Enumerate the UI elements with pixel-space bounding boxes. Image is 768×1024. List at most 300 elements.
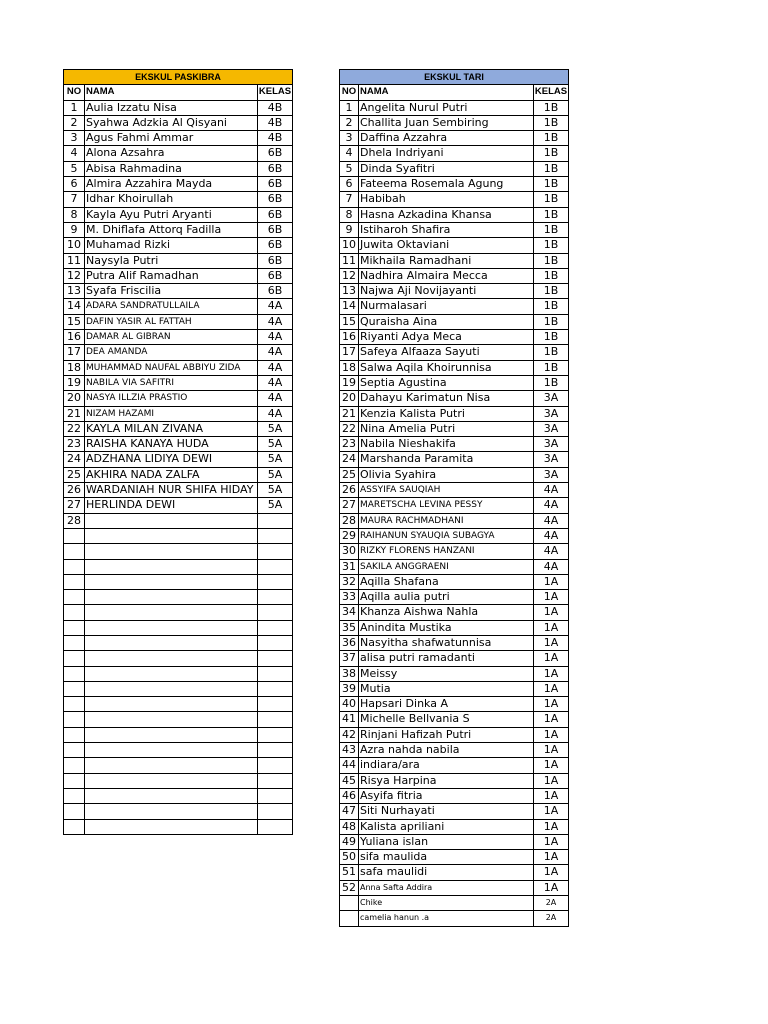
paskibra-cell-no: 25: [64, 468, 85, 483]
tari-cell-kelas: 1B: [534, 162, 569, 177]
tari-cell-no: 33: [340, 590, 359, 605]
tari-cell-no: 8: [340, 208, 359, 223]
paskibra-cell-kelas: 5A: [258, 452, 293, 467]
tari-cell-nama: Istiharoh Shafira: [359, 223, 534, 238]
tari-cell-kelas: 1B: [534, 146, 569, 161]
tari-cell-nama: Dinda Syafitri: [359, 162, 534, 177]
tari-cell-kelas: 3A: [534, 407, 569, 422]
paskibra-cell-kelas: [258, 636, 293, 651]
tari-cell-kelas: 1A: [534, 820, 569, 835]
tari-cell-kelas: 1A: [534, 728, 569, 743]
paskibra-cell-no: [64, 544, 85, 559]
paskibra-cell-kelas: 4A: [258, 407, 293, 422]
tari-cell-no: 21: [340, 407, 359, 422]
tari-cell-kelas: 3A: [534, 452, 569, 467]
paskibra-cell-no: 19: [64, 376, 85, 391]
tari-cell-nama: Nadhira Almaira Mecca: [359, 269, 534, 284]
tari-cell-nama: Habibah: [359, 192, 534, 207]
paskibra-cell-nama: Naysyla Putri: [85, 254, 258, 269]
tari-header-kelas: KELAS: [534, 85, 569, 100]
tari-cell-no: 47: [340, 804, 359, 819]
tari-cell-no: 7: [340, 192, 359, 207]
tari-cell-no: 46: [340, 789, 359, 804]
paskibra-cell-no: 23: [64, 437, 85, 452]
tari-cell-nama: Juwita Oktaviani: [359, 238, 534, 253]
tari-cell-nama: Chike: [359, 896, 534, 911]
tari-cell-nama: Asyifa fitria: [359, 789, 534, 804]
tari-cell-kelas: 1A: [534, 712, 569, 727]
paskibra-cell-nama: NIZAM HAZAMI: [85, 407, 258, 422]
tari-cell-no: 14: [340, 299, 359, 314]
paskibra-cell-kelas: 6B: [258, 269, 293, 284]
tari-cell-no: 49: [340, 835, 359, 850]
paskibra-cell-nama: Alona Azsahra: [85, 146, 258, 161]
paskibra-cell-nama: KAYLA MILAN ZIVANA: [85, 422, 258, 437]
paskibra-cell-kelas: [258, 774, 293, 789]
tari-cell-no: 5: [340, 162, 359, 177]
tari-cell-kelas: 1B: [534, 177, 569, 192]
tari-cell-nama: Mutia: [359, 682, 534, 697]
tari-cell-nama: Anindita Mustika: [359, 621, 534, 636]
tari-title: EKSKUL TARI: [340, 70, 569, 85]
paskibra-cell-nama: Syafa Friscilia: [85, 284, 258, 299]
paskibra-cell-nama: [85, 544, 258, 559]
tari-cell-nama: Fateema Rosemala Agung: [359, 177, 534, 192]
paskibra-cell-no: 17: [64, 345, 85, 360]
paskibra-cell-nama: [85, 560, 258, 575]
paskibra-cell-nama: [85, 621, 258, 636]
tari-cell-nama: Septia Agustina: [359, 376, 534, 391]
tari-cell-no: 22: [340, 422, 359, 437]
paskibra-cell-nama: Aulia Izzatu Nisa: [85, 101, 258, 116]
paskibra-cell-no: [64, 758, 85, 773]
paskibra-cell-kelas: 4B: [258, 131, 293, 146]
tari-cell-no: 40: [340, 697, 359, 712]
paskibra-cell-no: [64, 697, 85, 712]
paskibra-cell-kelas: 5A: [258, 498, 293, 513]
tari-cell-kelas: 1A: [534, 651, 569, 666]
paskibra-cell-no: [64, 651, 85, 666]
paskibra-cell-kelas: [258, 712, 293, 727]
tari-cell-kelas: 1A: [534, 621, 569, 636]
tari-cell-nama: Rinjani Hafizah Putri: [359, 728, 534, 743]
paskibra-cell-kelas: 4B: [258, 101, 293, 116]
tari-cell-kelas: 3A: [534, 391, 569, 406]
tari-cell-no: 43: [340, 743, 359, 758]
tari-cell-nama: Salwa Aqila Khoirunnisa: [359, 361, 534, 376]
paskibra-cell-nama: [85, 651, 258, 666]
tari-cell-nama: SAKILA ANGGRAENI: [359, 560, 534, 575]
paskibra-cell-kelas: 4B: [258, 116, 293, 131]
paskibra-cell-nama: [85, 697, 258, 712]
paskibra-cell-no: [64, 728, 85, 743]
paskibra-cell-kelas: [258, 621, 293, 636]
paskibra-cell-kelas: [258, 590, 293, 605]
paskibra-cell-kelas: [258, 544, 293, 559]
paskibra-cell-nama: Putra Alif Ramadhan: [85, 269, 258, 284]
paskibra-cell-nama: WARDANIAH NUR SHIFA HIDAY: [85, 483, 258, 498]
paskibra-cell-no: 15: [64, 315, 85, 330]
tari-cell-nama: Anna Safta Addira: [359, 881, 534, 896]
paskibra-cell-no: [64, 774, 85, 789]
tari-cell-no: 39: [340, 682, 359, 697]
tari-cell-nama: Aqilla Shafana: [359, 575, 534, 590]
paskibra-cell-kelas: [258, 682, 293, 697]
tari-cell-nama: Daffina Azzahra: [359, 131, 534, 146]
tari-cell-kelas: 4A: [534, 514, 569, 529]
paskibra-cell-nama: [85, 605, 258, 620]
tari-cell-no: 3: [340, 131, 359, 146]
tari-cell-nama: Dahayu Karimatun Nisa: [359, 391, 534, 406]
tari-cell-nama: Hasna Azkadina Khansa: [359, 208, 534, 223]
tari-header-no: NO: [340, 85, 359, 100]
tari-cell-no: 1: [340, 101, 359, 116]
tari-cell-kelas: 1A: [534, 758, 569, 773]
paskibra-cell-nama: [85, 789, 258, 804]
tari-cell-no: 25: [340, 468, 359, 483]
paskibra-cell-kelas: 4A: [258, 330, 293, 345]
paskibra-cell-kelas: 4A: [258, 361, 293, 376]
tari-cell-nama: sifa maulida: [359, 850, 534, 865]
tari-cell-no: 45: [340, 774, 359, 789]
tari-cell-kelas: 1B: [534, 361, 569, 376]
tari-cell-no: 27: [340, 498, 359, 513]
tari-cell-nama: MAURA RACHMADHANI: [359, 514, 534, 529]
paskibra-cell-nama: [85, 758, 258, 773]
paskibra-cell-kelas: [258, 560, 293, 575]
tari-cell-nama: Khanza Aishwa Nahla: [359, 605, 534, 620]
paskibra-cell-no: 14: [64, 299, 85, 314]
tari-cell-kelas: 4A: [534, 529, 569, 544]
paskibra-cell-no: 13: [64, 284, 85, 299]
paskibra-cell-no: 20: [64, 391, 85, 406]
paskibra-cell-kelas: [258, 651, 293, 666]
paskibra-cell-nama: ADZHANA LIDIYA DEWI: [85, 452, 258, 467]
paskibra-cell-nama: RAISHA KANAYA HUDA: [85, 437, 258, 452]
paskibra-table: [63, 69, 293, 835]
tari-header-nama: NAMA: [359, 85, 534, 100]
tari-cell-no: 42: [340, 728, 359, 743]
paskibra-cell-kelas: 5A: [258, 468, 293, 483]
tari-cell-no: 9: [340, 223, 359, 238]
tari-cell-kelas: 1B: [534, 284, 569, 299]
tari-cell-nama: Angelita Nurul Putri: [359, 101, 534, 116]
tari-cell-nama: Aqilla aulia putri: [359, 590, 534, 605]
tari-cell-no: 13: [340, 284, 359, 299]
tari-cell-kelas: 3A: [534, 422, 569, 437]
paskibra-cell-kelas: 4A: [258, 299, 293, 314]
tari-cell-kelas: 1A: [534, 865, 569, 880]
paskibra-cell-kelas: [258, 514, 293, 529]
paskibra-cell-kelas: 6B: [258, 208, 293, 223]
paskibra-cell-no: [64, 804, 85, 819]
tari-cell-kelas: 1B: [534, 116, 569, 131]
tari-cell-nama: alisa putri ramadanti: [359, 651, 534, 666]
paskibra-cell-no: [64, 575, 85, 590]
paskibra-cell-no: [64, 743, 85, 758]
tari-cell-nama: Kenzia Kalista Putri: [359, 407, 534, 422]
paskibra-cell-nama: [85, 667, 258, 682]
paskibra-cell-no: 24: [64, 452, 85, 467]
paskibra-cell-nama: NABILA VIA SAFITRI: [85, 376, 258, 391]
tari-cell-no: 12: [340, 269, 359, 284]
paskibra-cell-no: [64, 789, 85, 804]
paskibra-cell-no: 7: [64, 192, 85, 207]
tari-cell-kelas: 1B: [534, 223, 569, 238]
paskibra-cell-nama: AKHIRA NADA ZALFA: [85, 468, 258, 483]
paskibra-cell-no: [64, 560, 85, 575]
tari-cell-nama: Dhela Indriyani: [359, 146, 534, 161]
tari-cell-kelas: 1B: [534, 345, 569, 360]
tari-cell-kelas: 1B: [534, 254, 569, 269]
paskibra-cell-kelas: [258, 697, 293, 712]
paskibra-cell-nama: [85, 514, 258, 529]
paskibra-cell-no: 26: [64, 483, 85, 498]
paskibra-cell-kelas: [258, 789, 293, 804]
tari-cell-nama: MARETSCHA LEVINA PESSY: [359, 498, 534, 513]
tari-cell-kelas: 1A: [534, 850, 569, 865]
paskibra-cell-kelas: 6B: [258, 146, 293, 161]
paskibra-cell-nama: Muhamad Rizki: [85, 238, 258, 253]
paskibra-cell-kelas: [258, 804, 293, 819]
paskibra-cell-kelas: 6B: [258, 254, 293, 269]
tari-cell-nama: Yuliana islan: [359, 835, 534, 850]
tari-cell-kelas: 1A: [534, 804, 569, 819]
tari-cell-no: 32: [340, 575, 359, 590]
tari-cell-kelas: 4A: [534, 498, 569, 513]
paskibra-cell-nama: M. Dhiflafa Attorq Fadilla: [85, 223, 258, 238]
tari-cell-nama: Nina Amelia Putri: [359, 422, 534, 437]
tari-cell-kelas: 1B: [534, 269, 569, 284]
tari-cell-kelas: 1A: [534, 697, 569, 712]
paskibra-cell-kelas: [258, 728, 293, 743]
tari-cell-nama: Nurmalasari: [359, 299, 534, 314]
tari-cell-no: 44: [340, 758, 359, 773]
paskibra-cell-no: [64, 682, 85, 697]
paskibra-cell-kelas: [258, 529, 293, 544]
tari-table: [339, 69, 569, 927]
paskibra-cell-kelas: 5A: [258, 437, 293, 452]
paskibra-cell-no: [64, 590, 85, 605]
tari-cell-no: 15: [340, 315, 359, 330]
paskibra-cell-no: 27: [64, 498, 85, 513]
tari-cell-nama: ASSYIFA SAUQIAH: [359, 483, 534, 498]
paskibra-cell-kelas: 5A: [258, 483, 293, 498]
tari-cell-no: 18: [340, 361, 359, 376]
paskibra-cell-kelas: 4A: [258, 345, 293, 360]
paskibra-cell-nama: [85, 636, 258, 651]
tari-cell-kelas: 4A: [534, 560, 569, 575]
paskibra-cell-nama: DEA AMANDA: [85, 345, 258, 360]
paskibra-header-kelas: KELAS: [258, 85, 293, 100]
tari-cell-kelas: 1B: [534, 376, 569, 391]
paskibra-cell-nama: [85, 712, 258, 727]
paskibra-cell-no: 10: [64, 238, 85, 253]
paskibra-cell-no: [64, 820, 85, 835]
tari-cell-no: 34: [340, 605, 359, 620]
paskibra-cell-nama: [85, 575, 258, 590]
paskibra-header-no: NO: [64, 85, 85, 100]
tari-cell-nama: Olivia Syahira: [359, 468, 534, 483]
paskibra-cell-nama: ADARA SANDRATULLAILA: [85, 299, 258, 314]
paskibra-cell-kelas: 6B: [258, 192, 293, 207]
tari-cell-kelas: 1A: [534, 774, 569, 789]
paskibra-cell-nama: [85, 774, 258, 789]
tari-cell-kelas: 1A: [534, 667, 569, 682]
tari-cell-nama: Meissy: [359, 667, 534, 682]
tari-cell-no: 31: [340, 560, 359, 575]
tari-cell-nama: Riyanti Adya Meca: [359, 330, 534, 345]
tari-cell-kelas: 1B: [534, 315, 569, 330]
tari-cell-no: 6: [340, 177, 359, 192]
paskibra-cell-nama: NASYA ILLZIA PRASTIO: [85, 391, 258, 406]
paskibra-cell-nama: [85, 820, 258, 835]
tari-cell-no: 24: [340, 452, 359, 467]
tari-cell-no: 30: [340, 544, 359, 559]
paskibra-cell-kelas: 4A: [258, 391, 293, 406]
tari-cell-no: 37: [340, 651, 359, 666]
tari-cell-nama: camelia hanun .a: [359, 911, 534, 926]
paskibra-cell-nama: [85, 682, 258, 697]
tari-cell-no: 36: [340, 636, 359, 651]
tari-cell-nama: Azra nahda nabila: [359, 743, 534, 758]
tari-cell-kelas: 2A: [534, 896, 569, 911]
paskibra-cell-nama: Syahwa Adzkia Al Qisyani: [85, 116, 258, 131]
tari-cell-no: 28: [340, 514, 359, 529]
paskibra-cell-kelas: [258, 605, 293, 620]
paskibra-cell-kelas: 4A: [258, 376, 293, 391]
tari-cell-no: 17: [340, 345, 359, 360]
paskibra-cell-no: 9: [64, 223, 85, 238]
paskibra-cell-nama: MUHAMMAD NAUFAL ABBIYU ZIDA: [85, 361, 258, 376]
tari-cell-kelas: 1A: [534, 605, 569, 620]
paskibra-cell-nama: HERLINDA DEWI: [85, 498, 258, 513]
paskibra-cell-no: 22: [64, 422, 85, 437]
paskibra-cell-nama: [85, 529, 258, 544]
paskibra-cell-kelas: [258, 667, 293, 682]
tari-cell-kelas: 1B: [534, 208, 569, 223]
paskibra-cell-kelas: 4A: [258, 315, 293, 330]
tari-cell-nama: Najwa Aji Novijayanti: [359, 284, 534, 299]
tari-cell-kelas: 1A: [534, 575, 569, 590]
tari-cell-no: 41: [340, 712, 359, 727]
paskibra-cell-no: [64, 621, 85, 636]
tari-cell-nama: indiara/ara: [359, 758, 534, 773]
tari-cell-kelas: 1A: [534, 835, 569, 850]
paskibra-cell-kelas: 6B: [258, 284, 293, 299]
tari-cell-nama: Hapsari Dinka A: [359, 697, 534, 712]
tari-cell-kelas: 4A: [534, 483, 569, 498]
paskibra-cell-no: 18: [64, 361, 85, 376]
tari-cell-nama: Marshanda Paramita: [359, 452, 534, 467]
tari-cell-kelas: 1B: [534, 192, 569, 207]
paskibra-cell-nama: [85, 728, 258, 743]
paskibra-cell-nama: Kayla Ayu Putri Aryanti: [85, 208, 258, 223]
tari-cell-nama: Nasyitha shafwatunnisa: [359, 636, 534, 651]
paskibra-cell-no: 5: [64, 162, 85, 177]
paskibra-cell-no: [64, 636, 85, 651]
tari-cell-kelas: 2A: [534, 911, 569, 926]
paskibra-cell-kelas: 6B: [258, 223, 293, 238]
tari-cell-no: 52: [340, 881, 359, 896]
tari-cell-no: 19: [340, 376, 359, 391]
tari-cell-no: 10: [340, 238, 359, 253]
tari-cell-nama: RAIHANUN SYAUQIA SUBAGYA: [359, 529, 534, 544]
paskibra-cell-kelas: 6B: [258, 162, 293, 177]
paskibra-cell-no: 21: [64, 407, 85, 422]
tari-cell-kelas: 1A: [534, 682, 569, 697]
tari-cell-no: 20: [340, 391, 359, 406]
paskibra-cell-no: [64, 667, 85, 682]
tari-cell-no: 11: [340, 254, 359, 269]
tari-cell-kelas: 1A: [534, 636, 569, 651]
paskibra-cell-no: 3: [64, 131, 85, 146]
paskibra-header-nama: NAMA: [85, 85, 258, 100]
tari-cell-nama: Safeya Alfaaza Sayuti: [359, 345, 534, 360]
tari-cell-nama: Michelle Bellvania S: [359, 712, 534, 727]
tari-cell-no: 29: [340, 529, 359, 544]
tari-cell-kelas: 1A: [534, 743, 569, 758]
paskibra-cell-no: 8: [64, 208, 85, 223]
tari-cell-no: [340, 911, 359, 926]
paskibra-cell-nama: [85, 804, 258, 819]
tari-cell-nama: Kalista apriliani: [359, 820, 534, 835]
paskibra-cell-kelas: [258, 758, 293, 773]
tari-cell-no: 38: [340, 667, 359, 682]
tari-cell-kelas: 1A: [534, 590, 569, 605]
paskibra-cell-no: 6: [64, 177, 85, 192]
paskibra-cell-kelas: [258, 743, 293, 758]
tari-cell-kelas: 1A: [534, 881, 569, 896]
paskibra-cell-nama: Abisa Rahmadina: [85, 162, 258, 177]
paskibra-cell-nama: [85, 590, 258, 605]
tari-cell-nama: Siti Nurhayati: [359, 804, 534, 819]
tari-cell-no: 48: [340, 820, 359, 835]
tari-cell-no: 50: [340, 850, 359, 865]
paskibra-cell-no: [64, 605, 85, 620]
paskibra-cell-nama: Agus Fahmi Ammar: [85, 131, 258, 146]
tari-cell-nama: Risya Harpina: [359, 774, 534, 789]
tari-cell-kelas: 3A: [534, 437, 569, 452]
paskibra-cell-nama: DAFIN YASIR AL FATTAH: [85, 315, 258, 330]
tari-cell-kelas: 4A: [534, 544, 569, 559]
paskibra-cell-nama: Almira Azzahira Mayda: [85, 177, 258, 192]
paskibra-cell-no: 12: [64, 269, 85, 284]
paskibra-cell-no: 1: [64, 101, 85, 116]
tari-cell-no: 2: [340, 116, 359, 131]
tari-cell-nama: Quraisha Aina: [359, 315, 534, 330]
tari-cell-kelas: 1B: [534, 101, 569, 116]
tari-cell-no: 51: [340, 865, 359, 880]
paskibra-cell-no: 4: [64, 146, 85, 161]
tari-cell-no: 16: [340, 330, 359, 345]
paskibra-cell-nama: DAMAR AL GIBRAN: [85, 330, 258, 345]
tari-cell-nama: safa maulidi: [359, 865, 534, 880]
paskibra-cell-no: 2: [64, 116, 85, 131]
paskibra-cell-no: [64, 529, 85, 544]
tari-cell-no: [340, 896, 359, 911]
tari-cell-no: 23: [340, 437, 359, 452]
tari-cell-kelas: 1B: [534, 299, 569, 314]
tari-cell-kelas: 1B: [534, 330, 569, 345]
tari-cell-kelas: 1B: [534, 131, 569, 146]
paskibra-cell-no: 11: [64, 254, 85, 269]
paskibra-cell-nama: [85, 743, 258, 758]
paskibra-cell-kelas: 6B: [258, 238, 293, 253]
tari-cell-kelas: 1A: [534, 789, 569, 804]
paskibra-cell-kelas: 5A: [258, 422, 293, 437]
paskibra-cell-kelas: [258, 575, 293, 590]
